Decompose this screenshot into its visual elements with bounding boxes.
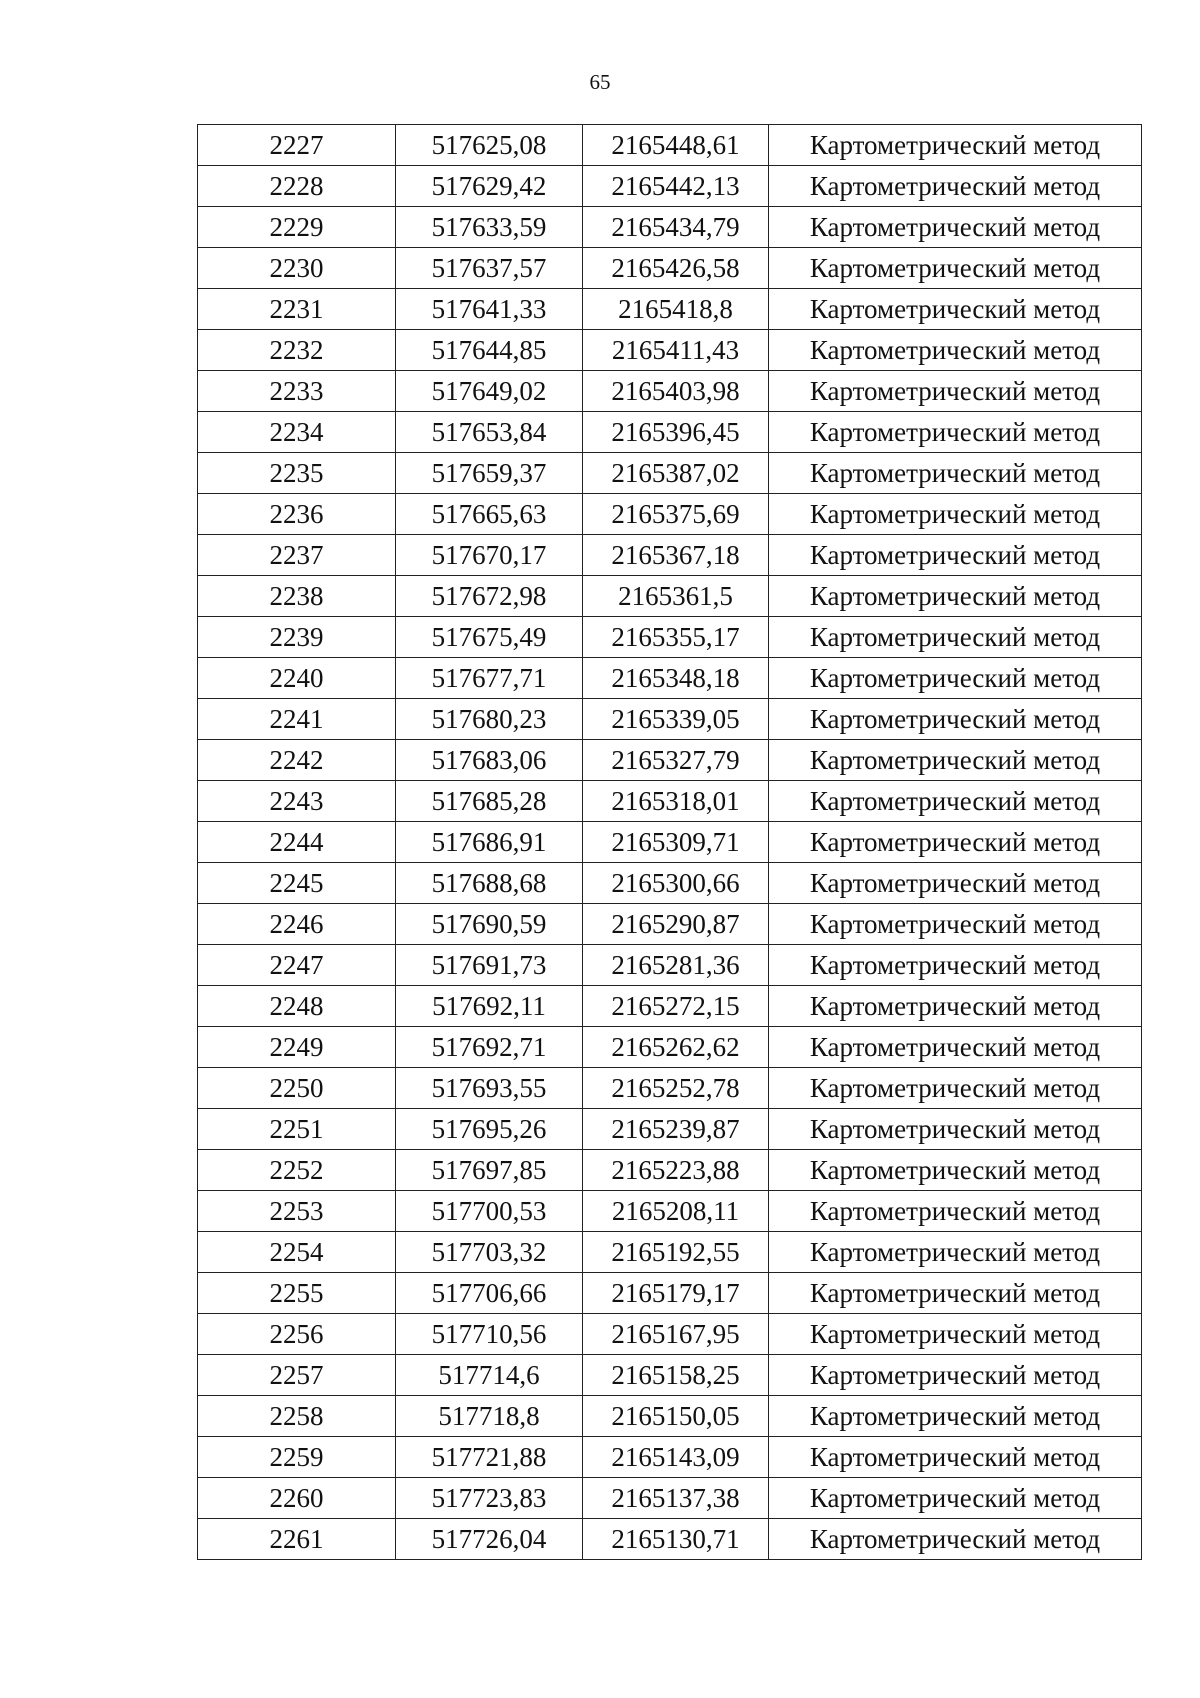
method-cell: Картометрический метод (769, 371, 1142, 412)
y-coordinate-cell: 2165252,78 (583, 1068, 769, 1109)
table-row (198, 1396, 1142, 1437)
point-number-cell: 2234 (198, 412, 396, 453)
method-cell: Картометрический метод (769, 658, 1142, 699)
x-coordinate-cell: 517692,11 (396, 986, 583, 1027)
method-cell: Картометрический метод (769, 699, 1142, 740)
y-coordinate-cell: 2165442,13 (583, 166, 769, 207)
x-coordinate-cell: 517653,84 (396, 412, 583, 453)
table-row (198, 1355, 1142, 1396)
x-coordinate-cell: 517649,02 (396, 371, 583, 412)
method-cell: Картометрический метод (769, 1191, 1142, 1232)
method-cell: Картометрический метод (769, 1355, 1142, 1396)
y-coordinate-cell: 2165327,79 (583, 740, 769, 781)
method-cell: Картометрический метод (769, 1437, 1142, 1478)
point-number-cell: 2250 (198, 1068, 396, 1109)
method-cell: Картометрический метод (769, 1150, 1142, 1191)
table-row (198, 1519, 1142, 1560)
table-row (198, 863, 1142, 904)
method-cell: Картометрический метод (769, 1396, 1142, 1437)
x-coordinate-cell: 517641,33 (396, 289, 583, 330)
point-number-cell: 2255 (198, 1273, 396, 1314)
method-cell: Картометрический метод (769, 945, 1142, 986)
point-number-cell: 2258 (198, 1396, 396, 1437)
x-coordinate-cell: 517703,32 (396, 1232, 583, 1273)
x-coordinate-cell: 517726,04 (396, 1519, 583, 1560)
y-coordinate-cell: 2165192,55 (583, 1232, 769, 1273)
method-cell: Картометрический метод (769, 1273, 1142, 1314)
y-coordinate-cell: 2165367,18 (583, 535, 769, 576)
point-number-cell: 2246 (198, 904, 396, 945)
method-cell: Картометрический метод (769, 781, 1142, 822)
y-coordinate-cell: 2165290,87 (583, 904, 769, 945)
method-cell: Картометрический метод (769, 535, 1142, 576)
x-coordinate-cell: 517695,26 (396, 1109, 583, 1150)
y-coordinate-cell: 2165262,62 (583, 1027, 769, 1068)
y-coordinate-cell: 2165158,25 (583, 1355, 769, 1396)
y-coordinate-cell: 2165223,88 (583, 1150, 769, 1191)
point-number-cell: 2241 (198, 699, 396, 740)
y-coordinate-cell: 2165208,11 (583, 1191, 769, 1232)
point-number-cell: 2252 (198, 1150, 396, 1191)
table-row (198, 1109, 1142, 1150)
point-number-cell: 2260 (198, 1478, 396, 1519)
point-number-cell: 2227 (198, 125, 396, 166)
x-coordinate-cell: 517714,6 (396, 1355, 583, 1396)
y-coordinate-cell: 2165348,18 (583, 658, 769, 699)
x-coordinate-cell: 517697,85 (396, 1150, 583, 1191)
point-number-cell: 2233 (198, 371, 396, 412)
point-number-cell: 2256 (198, 1314, 396, 1355)
method-cell: Картометрический метод (769, 986, 1142, 1027)
table-row (198, 1314, 1142, 1355)
table-row (198, 494, 1142, 535)
table-row (198, 658, 1142, 699)
method-cell: Картометрический метод (769, 904, 1142, 945)
x-coordinate-cell: 517690,59 (396, 904, 583, 945)
y-coordinate-cell: 2165309,71 (583, 822, 769, 863)
point-number-cell: 2243 (198, 781, 396, 822)
method-cell: Картометрический метод (769, 1519, 1142, 1560)
y-coordinate-cell: 2165387,02 (583, 453, 769, 494)
method-cell: Картометрический метод (769, 1027, 1142, 1068)
method-cell: Картометрический метод (769, 740, 1142, 781)
method-cell: Картометрический метод (769, 207, 1142, 248)
x-coordinate-cell: 517721,88 (396, 1437, 583, 1478)
point-number-cell: 2259 (198, 1437, 396, 1478)
table-row (198, 412, 1142, 453)
y-coordinate-cell: 2165375,69 (583, 494, 769, 535)
method-cell: Картометрический метод (769, 289, 1142, 330)
x-coordinate-cell: 517710,56 (396, 1314, 583, 1355)
x-coordinate-cell: 517691,73 (396, 945, 583, 986)
table-row (198, 1478, 1142, 1519)
x-coordinate-cell: 517665,63 (396, 494, 583, 535)
x-coordinate-cell: 517659,37 (396, 453, 583, 494)
table-row (198, 1437, 1142, 1478)
point-number-cell: 2261 (198, 1519, 396, 1560)
table-row (198, 617, 1142, 658)
point-number-cell: 2257 (198, 1355, 396, 1396)
table-row (198, 1191, 1142, 1232)
method-cell: Картометрический метод (769, 617, 1142, 658)
point-number-cell: 2253 (198, 1191, 396, 1232)
point-number-cell: 2244 (198, 822, 396, 863)
x-coordinate-cell: 517700,53 (396, 1191, 583, 1232)
y-coordinate-cell: 2165355,17 (583, 617, 769, 658)
y-coordinate-cell: 2165361,5 (583, 576, 769, 617)
table-row (198, 289, 1142, 330)
table-row (198, 576, 1142, 617)
point-number-cell: 2235 (198, 453, 396, 494)
coordinates-table (197, 124, 1142, 1560)
point-number-cell: 2240 (198, 658, 396, 699)
method-cell: Картометрический метод (769, 248, 1142, 289)
table-row (198, 1232, 1142, 1273)
method-cell: Картометрический метод (769, 1478, 1142, 1519)
x-coordinate-cell: 517723,83 (396, 1478, 583, 1519)
point-number-cell: 2239 (198, 617, 396, 658)
point-number-cell: 2232 (198, 330, 396, 371)
table-row (198, 125, 1142, 166)
y-coordinate-cell: 2165403,98 (583, 371, 769, 412)
y-coordinate-cell: 2165239,87 (583, 1109, 769, 1150)
point-number-cell: 2228 (198, 166, 396, 207)
x-coordinate-cell: 517718,8 (396, 1396, 583, 1437)
table-row (198, 453, 1142, 494)
x-coordinate-cell: 517692,71 (396, 1027, 583, 1068)
y-coordinate-cell: 2165137,38 (583, 1478, 769, 1519)
table-row (198, 1273, 1142, 1314)
table-row (198, 1068, 1142, 1109)
point-number-cell: 2242 (198, 740, 396, 781)
table-row (198, 166, 1142, 207)
x-coordinate-cell: 517706,66 (396, 1273, 583, 1314)
x-coordinate-cell: 517629,42 (396, 166, 583, 207)
point-number-cell: 2230 (198, 248, 396, 289)
method-cell: Картометрический метод (769, 863, 1142, 904)
method-cell: Картометрический метод (769, 494, 1142, 535)
table-row (198, 904, 1142, 945)
y-coordinate-cell: 2165426,58 (583, 248, 769, 289)
point-number-cell: 2238 (198, 576, 396, 617)
y-coordinate-cell: 2165130,71 (583, 1519, 769, 1560)
point-number-cell: 2249 (198, 1027, 396, 1068)
x-coordinate-cell: 517693,55 (396, 1068, 583, 1109)
y-coordinate-cell: 2165434,79 (583, 207, 769, 248)
table-row (198, 535, 1142, 576)
x-coordinate-cell: 517670,17 (396, 535, 583, 576)
point-number-cell: 2236 (198, 494, 396, 535)
y-coordinate-cell: 2165281,36 (583, 945, 769, 986)
y-coordinate-cell: 2165411,43 (583, 330, 769, 371)
table-row (198, 740, 1142, 781)
method-cell: Картометрический метод (769, 1314, 1142, 1355)
point-number-cell: 2231 (198, 289, 396, 330)
point-number-cell: 2251 (198, 1109, 396, 1150)
method-cell: Картометрический метод (769, 822, 1142, 863)
table-row (198, 781, 1142, 822)
table-row (198, 986, 1142, 1027)
method-cell: Картометрический метод (769, 1068, 1142, 1109)
x-coordinate-cell: 517675,49 (396, 617, 583, 658)
x-coordinate-cell: 517633,59 (396, 207, 583, 248)
x-coordinate-cell: 517644,85 (396, 330, 583, 371)
x-coordinate-cell: 517680,23 (396, 699, 583, 740)
method-cell: Картометрический метод (769, 453, 1142, 494)
y-coordinate-cell: 2165318,01 (583, 781, 769, 822)
table-row (198, 1027, 1142, 1068)
y-coordinate-cell: 2165448,61 (583, 125, 769, 166)
method-cell: Картометрический метод (769, 330, 1142, 371)
y-coordinate-cell: 2165167,95 (583, 1314, 769, 1355)
point-number-cell: 2229 (198, 207, 396, 248)
y-coordinate-cell: 2165418,8 (583, 289, 769, 330)
point-number-cell: 2248 (198, 986, 396, 1027)
x-coordinate-cell: 517683,06 (396, 740, 583, 781)
y-coordinate-cell: 2165339,05 (583, 699, 769, 740)
method-cell: Картометрический метод (769, 412, 1142, 453)
x-coordinate-cell: 517637,57 (396, 248, 583, 289)
method-cell: Картометрический метод (769, 576, 1142, 617)
x-coordinate-cell: 517688,68 (396, 863, 583, 904)
y-coordinate-cell: 2165150,05 (583, 1396, 769, 1437)
x-coordinate-cell: 517686,91 (396, 822, 583, 863)
x-coordinate-cell: 517685,28 (396, 781, 583, 822)
x-coordinate-cell: 517625,08 (396, 125, 583, 166)
method-cell: Картометрический метод (769, 166, 1142, 207)
x-coordinate-cell: 517677,71 (396, 658, 583, 699)
point-number-cell: 2247 (198, 945, 396, 986)
method-cell: Картометрический метод (769, 1109, 1142, 1150)
table-row (198, 207, 1142, 248)
table-row (198, 248, 1142, 289)
y-coordinate-cell: 2165272,15 (583, 986, 769, 1027)
y-coordinate-cell: 2165300,66 (583, 863, 769, 904)
y-coordinate-cell: 2165143,09 (583, 1437, 769, 1478)
table-row (198, 1150, 1142, 1191)
table-row (198, 330, 1142, 371)
method-cell: Картометрический метод (769, 125, 1142, 166)
table-row (198, 945, 1142, 986)
table-row (198, 699, 1142, 740)
table-row (198, 822, 1142, 863)
point-number-cell: 2254 (198, 1232, 396, 1273)
page-number: 65 (589, 70, 611, 94)
point-number-cell: 2245 (198, 863, 396, 904)
x-coordinate-cell: 517672,98 (396, 576, 583, 617)
y-coordinate-cell: 2165179,17 (583, 1273, 769, 1314)
point-number-cell: 2237 (198, 535, 396, 576)
y-coordinate-cell: 2165396,45 (583, 412, 769, 453)
method-cell: Картометрический метод (769, 1232, 1142, 1273)
coordinates-table-body (198, 125, 1142, 1560)
table-row (198, 371, 1142, 412)
